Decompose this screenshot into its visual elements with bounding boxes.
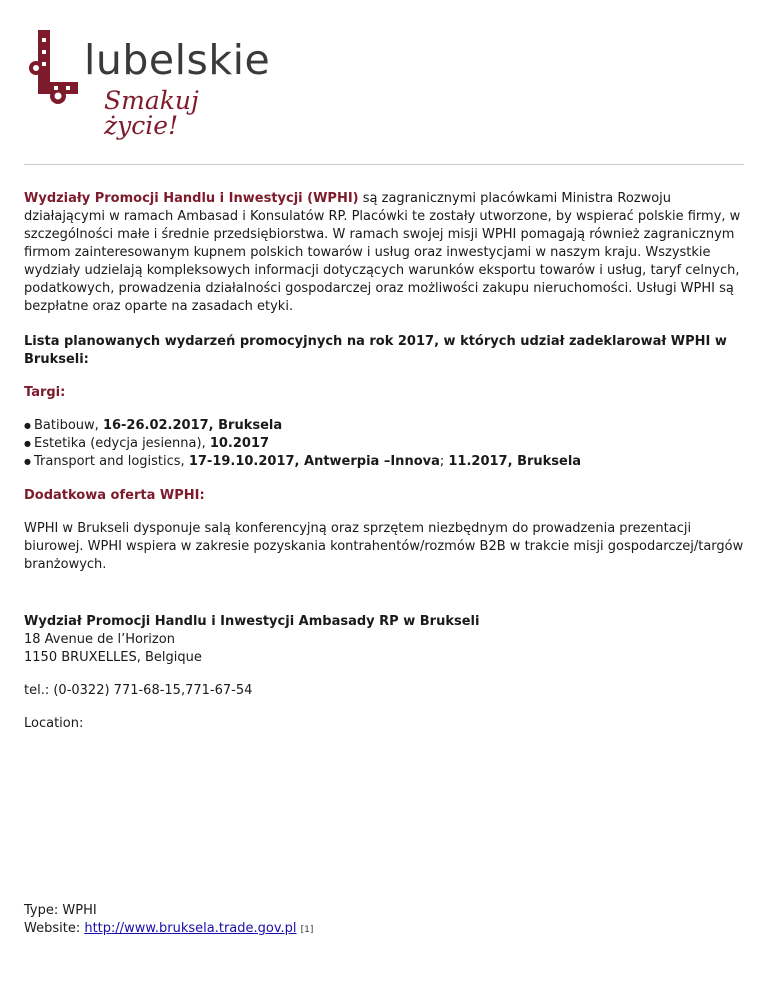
fair-separator: ; xyxy=(439,454,449,469)
fair-detail-second: 11.2017, Bruksela xyxy=(448,454,582,469)
fair-name: Transport and logistics, xyxy=(34,454,189,469)
logo-slogan: Smakuj życie! xyxy=(104,86,199,140)
fair-detail: 17-19.10.2017, Antwerpia –Innova xyxy=(188,454,440,469)
site-logo[interactable] xyxy=(28,26,271,140)
intro-text: są zagranicznymi placówkami Ministra Rozwoju działającymi w ramach Ambasad i Konsulatów RP. Placówki te zostały utworzone, by wspierać polskie firmy, w szczególności małe i średnie przedsiębiorstwa. W ramach swojej misji WPHI pomagają również zagranicznym firmom zainteresowanym kupnem polskich towarów i usług oraz inwestycjami w naszym kraju. Wszystkie wydziały udzielają kompleksowych informacji dotyczących warunków eksportu towarów i usług, taryf celnych, podatkowych, prowadzenia działalności gospodarczej oraz możliwości zakupu nieruchomości. Usługi WPHI są bezpłatne oraz oparte na zasadach etyki. xyxy=(24,191,741,314)
meta-block xyxy=(24,902,744,939)
header-divider xyxy=(24,164,744,165)
footnote-ref: [1] xyxy=(300,925,314,935)
fair-detail: 10.2017 xyxy=(209,436,270,451)
offer-paragraph: WPHI w Brukseli dysponuje salą konferencyjną oraz sprzętem niezbędnym do prowadzenia prezentacji biurowej. WPHI wspiera w zakresie pozyskania kontrahentów/rozmów B2B w trakcie misji gospodarczej/targów branżowych. xyxy=(24,521,744,572)
website-line xyxy=(24,920,744,939)
fair-name: Estetika (edycja jesienna), xyxy=(34,436,210,451)
location-label: Location: xyxy=(24,716,84,731)
list-item xyxy=(24,453,744,471)
fair-name: Batibouw, xyxy=(34,418,103,433)
website-link[interactable]: http://www.bruksela.trade.gov.pl xyxy=(84,921,297,936)
type-text: Type: WPHI xyxy=(24,903,97,918)
list-item xyxy=(24,417,744,435)
address-block xyxy=(24,613,744,667)
address-street: 18 Avenue de l’Horizon xyxy=(24,632,175,647)
website-label: Website: xyxy=(24,921,85,936)
office-name: Wydział Promocji Handlu i Inwestycji Ambasady RP w Brukseli xyxy=(24,614,480,629)
main-content xyxy=(24,190,744,939)
fair-detail: 16-26.02.2017, Bruksela xyxy=(102,418,283,433)
fairs-heading: Targi: xyxy=(24,385,66,400)
intro-paragraph xyxy=(24,190,744,316)
list-item xyxy=(24,435,744,453)
logo-emblem-icon xyxy=(28,28,84,108)
address-city: 1150 BRUXELLES, Belgique xyxy=(24,650,202,665)
phone-text: tel.: (0-0322) 771-68-15,771-67-54 xyxy=(24,683,253,698)
events-heading: Lista planowanych wydarzeń promocyjnych na rok 2017, w których udział zadeklarował WPHI w Brukseli: xyxy=(24,334,727,367)
fairs-list xyxy=(24,417,744,471)
logo-wordmark: lubelskie xyxy=(84,36,271,84)
intro-lead: Wydziały Promocji Handlu i Inwestycji (WPHI) xyxy=(24,191,359,206)
offer-heading: Dodatkowa oferta WPHI: xyxy=(24,488,205,503)
